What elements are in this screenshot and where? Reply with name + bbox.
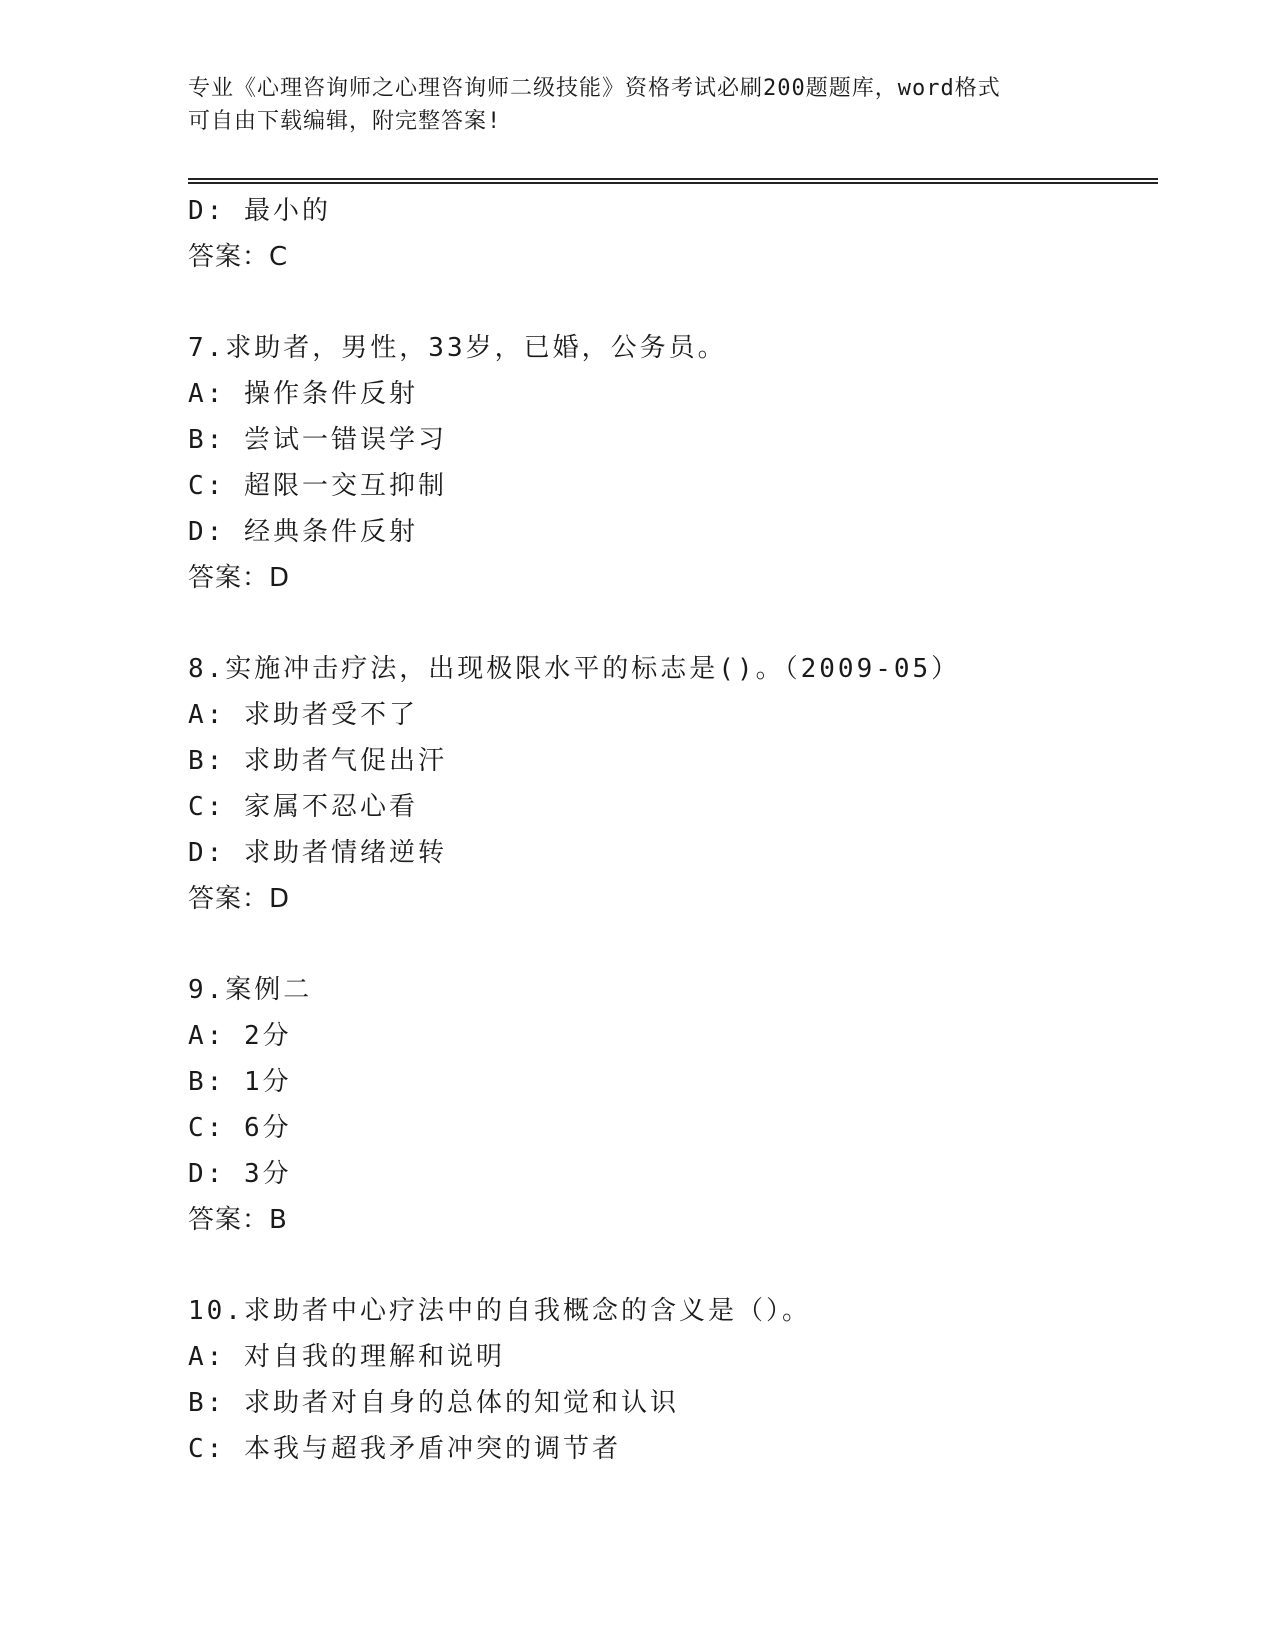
option-d: D: 求助者情绪逆转 xyxy=(188,838,447,868)
question-stem: 10.求助者中心疗法中的自我概念的含义是（）。 xyxy=(188,1296,811,1326)
spacer xyxy=(188,280,1148,325)
question-list xyxy=(188,188,1148,1472)
option-d: D: 经典条件反射 xyxy=(188,517,418,547)
option-c: C: 超限一交互抑制 xyxy=(188,471,447,501)
spacer xyxy=(188,922,1148,967)
page-header xyxy=(188,72,1088,138)
question-stem: 9.案例二 xyxy=(188,975,313,1005)
answer-line: 答案：D xyxy=(188,563,291,593)
answer-line: 答案：C xyxy=(188,242,289,272)
question-stem: 8.实施冲击疗法，出现极限水平的标志是()。（2009-05） xyxy=(188,654,961,684)
option-a: A: 对自我的理解和说明 xyxy=(188,1342,505,1372)
option-a: A: 操作条件反射 xyxy=(188,379,418,409)
spacer xyxy=(188,1243,1148,1288)
question-8 xyxy=(188,646,1148,922)
question-7 xyxy=(188,325,1148,601)
header-line-2: 可自由下载编辑，附完整答案! xyxy=(188,109,502,134)
option-b: B: 求助者对自身的总体的知觉和认识 xyxy=(188,1388,679,1418)
option-b: B: 尝试一错误学习 xyxy=(188,425,447,455)
option-a: A: 2分 xyxy=(188,1021,292,1051)
option-c: C: 6分 xyxy=(188,1113,292,1143)
header-line-1: 专业《心理咨询师之心理咨询师二级技能》资格考试必刷200题题库，word格式 xyxy=(188,76,1001,101)
header-rule-top xyxy=(188,178,1158,180)
answer-line: 答案：D xyxy=(188,884,291,914)
header-rule-bottom xyxy=(188,182,1158,184)
option-d: D: 最小的 xyxy=(188,196,331,226)
option-b: B: 求助者气促出汗 xyxy=(188,746,447,776)
option-a: A: 求助者受不了 xyxy=(188,700,418,730)
question-stem: 7.求助者，男性，33岁，已婚，公务员。 xyxy=(188,333,727,363)
option-d: D: 3分 xyxy=(188,1159,292,1189)
option-b: B: 1分 xyxy=(188,1067,292,1097)
question-10 xyxy=(188,1288,1148,1472)
option-c: C: 家属不忍心看 xyxy=(188,792,418,822)
spacer xyxy=(188,601,1148,646)
answer-line: 答案：B xyxy=(188,1205,288,1235)
option-c: C: 本我与超我矛盾冲突的调节者 xyxy=(188,1434,621,1464)
question-9 xyxy=(188,967,1148,1243)
